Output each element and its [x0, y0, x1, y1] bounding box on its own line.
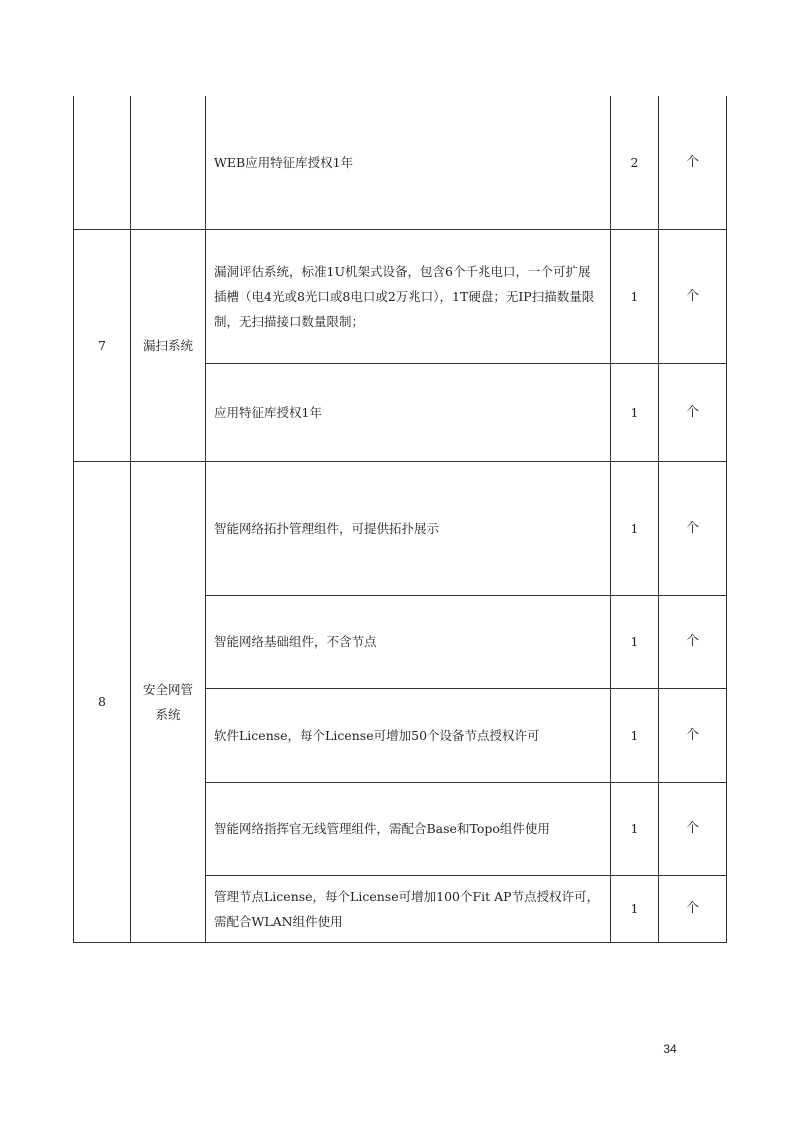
item-quantity-cell: 1 — [611, 688, 659, 782]
item-quantity-cell: 1 — [611, 229, 659, 363]
item-description-cell: 应用特征库授权1年 — [206, 363, 611, 461]
item-unit-cell: 个 — [659, 595, 727, 688]
item-unit-cell: 个 — [659, 875, 727, 942]
page-number: 34 — [663, 1042, 677, 1056]
table-row — [74, 96, 727, 229]
item-unit-cell: 个 — [659, 782, 727, 875]
item-unit-cell: 个 — [659, 229, 727, 363]
item-description-cell: 智能网络拓扑管理组件，可提供拓扑展示 — [206, 461, 611, 595]
item-unit-cell: 个 — [659, 363, 727, 461]
item-name-cell: 漏扫系统 — [131, 229, 206, 461]
equipment-list-table — [73, 96, 727, 943]
item-description-cell: 漏洞评估系统，标准1U机架式设备，包含6个千兆电口，一个可扩展插槽（电4光或8光口或8电口或2万兆口），1T硬盘；无IP扫描数量限制，无扫描接口数量限制； — [206, 229, 611, 363]
item-unit-cell: 个 — [659, 688, 727, 782]
item-unit-cell: 个 — [659, 461, 727, 595]
table-row — [74, 229, 727, 363]
item-description-cell: 软件License，每个License可增加50个设备节点授权许可 — [206, 688, 611, 782]
item-number-cell — [74, 96, 131, 229]
item-number-cell: 8 — [74, 461, 131, 942]
item-name-cell — [131, 96, 206, 229]
item-quantity-cell: 1 — [611, 363, 659, 461]
item-quantity-cell: 2 — [611, 96, 659, 229]
item-description-cell: WEB应用特征库授权1年 — [206, 96, 611, 229]
item-name-cell — [131, 461, 206, 942]
item-description-cell: 智能网络基础组件，不含节点 — [206, 595, 611, 688]
item-quantity-cell: 1 — [611, 782, 659, 875]
item-description-cell: 智能网络指挥官无线管理组件，需配合Base和Topo组件使用 — [206, 782, 611, 875]
item-description-cell: 管理节点License，每个License可增加100个Fit AP节点授权许可，需配合WLAN组件使用 — [206, 875, 611, 942]
item-quantity-cell: 1 — [611, 461, 659, 595]
item-name-text: 安全网管系统 — [143, 681, 194, 722]
item-quantity-cell: 1 — [611, 875, 659, 942]
item-number-cell: 7 — [74, 229, 131, 461]
item-unit-cell: 个 — [659, 96, 727, 229]
item-quantity-cell: 1 — [611, 595, 659, 688]
table-row — [74, 461, 727, 595]
